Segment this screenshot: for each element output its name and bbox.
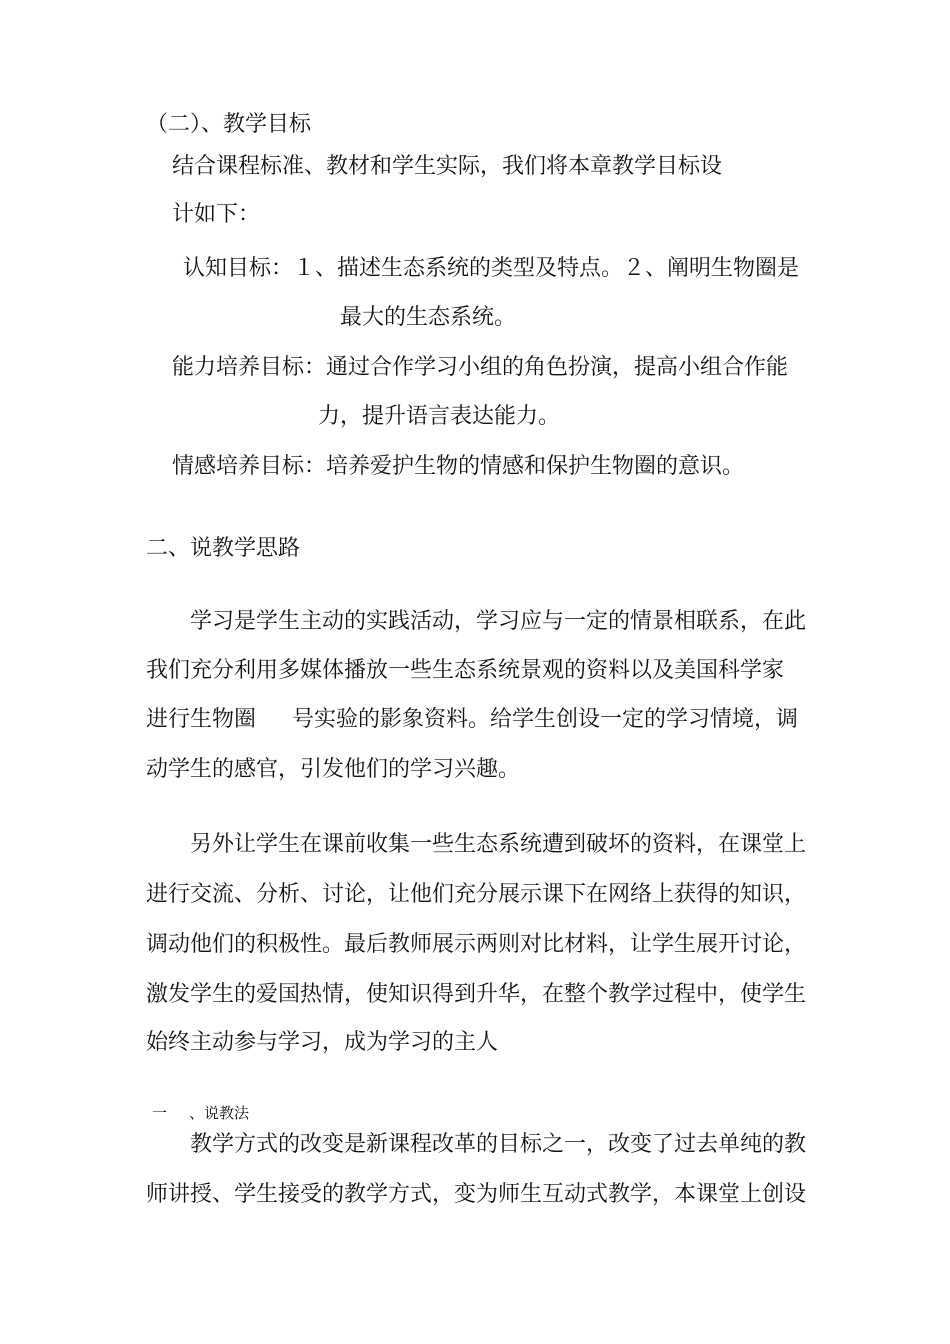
paragraph-2-line-1: 另外让学生在课前收集一些生态系统遭到破坏的资料，在课堂上: [190, 832, 807, 857]
paragraph-2-line-5: 始终主动参与学习，成为学习的主人: [146, 1030, 499, 1055]
paragraph-2-line-2: 进行交流、分析、讨论，让他们充分展示课下在网络上获得的知识，: [146, 882, 807, 907]
ability-goal-line-2: 力，提升语言表达能力。: [318, 404, 561, 429]
paragraph-1-line-4: 动学生的感官，引发他们的学习兴趣。: [146, 757, 521, 782]
goals-intro-line-1: 结合课程标准、教材和学生实际，我们将本章教学目标设: [172, 154, 723, 179]
paragraph-1-line-2: 我们充分利用多媒体播放一些生态系统景观的资料以及美国科学家: [146, 658, 785, 683]
thinking-heading: 二、说教学思路: [146, 536, 301, 561]
method-heading: [152, 1098, 249, 1128]
paragraph-1-line-1: 学习是学生主动的实践活动，学习应与一定的情景相联系，在此: [190, 609, 807, 634]
paragraph-2-line-4: 激发学生的爱国热情，使知识得到升华，在整个教学过程中，使学生: [146, 982, 807, 1007]
paragraph-1-line-3: [146, 705, 798, 735]
goals-heading: （二）、教学目标: [146, 112, 312, 137]
paragraph-1-line-3-part-b: 号实验的影象资料。给学生创设一定的学习情境，调: [292, 707, 799, 732]
ability-goal-line-1: 能力培养目标：通过合作学习小组的角色扮演，提高小组合作能: [172, 355, 789, 380]
method-paragraph-line-1: 教学方式的改变是新课程改革的目标之一，改变了过去单纯的教: [190, 1132, 807, 1157]
paragraph-1-line-3-part-a: 进行生物圈: [146, 707, 257, 732]
goals-intro-line-2: 计如下：: [172, 202, 261, 227]
cognitive-goal-line-2: 最大的生态系统。: [340, 305, 517, 330]
method-paragraph-line-2: 师讲授、学生接受的教学方式，变为师生互动式教学，本课堂上创设: [146, 1182, 807, 1207]
method-heading-number: 一: [152, 1104, 168, 1122]
emotion-goal: 情感培养目标：培养爱护生物的情感和保护生物圈的意识。: [172, 454, 745, 479]
cognitive-goal-line-1: 认知目标：１、描述生态系统的类型及特点。２、阐明生物圈是: [183, 256, 800, 281]
paragraph-2-line-3: 调动他们的积极性。最后教师展示两则对比材料，让学生展开讨论，: [146, 932, 807, 957]
method-heading-label: 、说教法: [189, 1104, 250, 1122]
